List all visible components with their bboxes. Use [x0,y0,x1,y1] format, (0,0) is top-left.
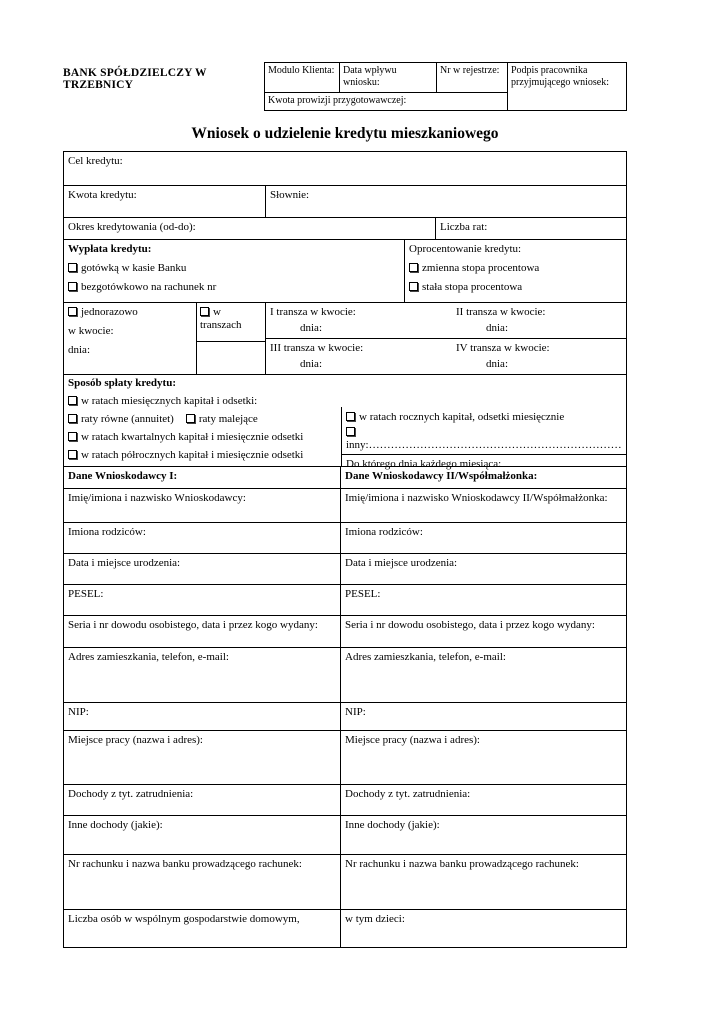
kwota-kredytu-row [64,186,626,218]
field-label: Inne dochody (jakie): [64,816,341,854]
transza-1-label: I transza w kwocie: [270,306,356,318]
form-content [63,62,627,948]
checkbox-raty-kwartalne[interactable] [68,432,77,441]
loan-form [63,151,627,948]
field-label: PESEL: [345,588,381,600]
data-wplywu-cell: Data wpływu wniosku: [340,63,437,93]
field-label: Adres zamieszkania, telefon, e-mail: [345,651,506,663]
checkbox-raty-polroczne[interactable] [68,450,77,459]
okres-kredytowania-row [64,218,626,240]
splata-option-rowne-malejace [68,413,337,426]
field-label: Seria i nr dowodu osobistego, data i przez kogo wydany: [345,619,595,631]
raty-kwartalne-label: w ratach kwartalnych kapitał i miesięcznie odsetki [81,431,304,443]
field-label: Miejsce pracy (nazwa i adres): [345,734,480,746]
sposob-splaty-title: Sposób spłaty kredytu: [68,377,176,389]
field-label: NIP: [345,706,366,718]
zmienna-stopa-label: zmienna stopa procentowa [422,262,540,274]
w-kwocie-label: w kwocie: [68,325,114,337]
raty-roczne-label: w ratach rocznych kapitał, odsetki miesięcznie [359,411,565,423]
raty-polroczne-label: w ratach półrocznych kapitał i miesięcznie odsetki [81,449,304,461]
oprocentowanie-option-zmienna [409,262,622,275]
field-label: Adres zamieszkania, telefon, e-mail: [64,648,341,702]
kwota-kredytu-label: Kwota kredytu: [64,186,266,217]
applicant-field-row [64,585,626,616]
applicant-field-row [64,731,626,785]
field-label: Imię/imiona i nazwisko Wnioskodawcy: [64,489,341,522]
jednorazowo-label: jednorazowo [81,306,138,318]
kwota-prowizji-cell: Kwota prowizji przygotowawczej: [265,93,508,111]
cel-kredytu-label: Cel kredytu: [68,155,123,167]
wyplata-option-gotowka [68,262,400,275]
checkbox-zmienna-stopa[interactable] [409,263,418,272]
raty-miesieczne-label: w ratach miesięcznych kapitał i odsetki: [81,395,258,407]
wyplata-title: Wypłata kredytu: [68,243,152,255]
field-label: Miejsce pracy (nazwa i adres): [64,731,341,784]
applicant-field-row [64,554,626,585]
slownie-label: Słownie: [270,189,310,201]
nr-rejestrze-cell: Nr w rejestrze: [437,63,508,93]
document-header [63,62,627,111]
wyplata-section [64,240,405,302]
applicant-field-row [64,489,626,523]
checkbox-stala-stopa[interactable] [409,282,418,291]
checkbox-raty-malejace[interactable] [186,414,195,423]
field-label: Liczba osób w wspólnym gospodarstwie domowym, [64,910,341,947]
field-label: NIP: [64,703,341,730]
w-transzach-label: w transzach [200,306,242,331]
checkbox-gotowka-w-kasie[interactable] [68,263,77,272]
applicant-field-row [64,785,626,816]
field-label: Inne dochody (jakie): [345,819,440,831]
liczba-rat-label: Liczba rat: [440,221,488,233]
stala-stopa-label: stała stopa procentowa [422,281,523,293]
applicant-field-row [64,855,626,910]
transza-4-label: IV transza w kwocie: [456,342,550,354]
field-label: Imiona rodziców: [64,523,341,553]
field-label: Dochody z tyt. zatrudnienia: [64,785,341,815]
do-ktorego-dnia-label: Do którego dnia każdego miesiąca: [342,454,626,474]
raty-rowne-label: raty równe (annuitet) [81,413,174,425]
applicant-field-row [64,616,626,648]
splata-option-polroczne [68,449,337,462]
checkbox-jednorazowo[interactable] [68,307,77,316]
oprocentowanie-title: Oprocentowanie kredytu: [409,243,522,255]
form-title: Wniosek o udzielenie kredytu mieszkaniowego [191,125,499,142]
transze-row-1 [266,303,626,339]
oprocentowanie-section [405,240,626,302]
dnia-label: dnia: [68,344,90,356]
transze-row [64,303,626,375]
wyplata-option-bezgotowkowo [68,281,400,294]
transza-2-label: II transza w kwocie: [456,306,546,318]
cel-kredytu-row [64,152,626,186]
applicant-field-row [64,816,626,855]
field-label: Data i miejsce urodzenia: [345,557,458,569]
bank-name: BANK SPÓŁDZIELCZY W TRZEBNICY [63,67,207,91]
field-label: Imiona rodziców: [345,526,423,538]
wyplata-oprocentowanie-row [64,240,626,303]
checkbox-raty-rowne[interactable] [68,414,77,423]
checkbox-inny[interactable] [346,427,355,436]
transza-3-cell [266,339,446,374]
applicant-field-row [64,910,626,947]
transze-grid [266,303,626,374]
w-transzach-section [197,303,266,374]
dnia-label: dnia: [486,322,508,334]
dane-wnioskodawcy-2-header: Dane Wnioskodawcy II/Współmałżonka: [345,470,538,482]
transza-4-cell [446,339,626,374]
checkbox-raty-roczne[interactable] [346,412,355,421]
header-table [264,62,627,111]
field-label: Seria i nr dowodu osobistego, data i przez kogo wydany: [64,616,341,647]
transza-3-label: III transza w kwocie: [270,342,364,354]
checkbox-bezgotowkowo[interactable] [68,282,77,291]
applicant-field-row [64,523,626,554]
dnia-label: dnia: [300,358,322,370]
applicant-field-row [64,648,626,703]
splata-option-roczne [342,407,626,426]
dnia-label: dnia: [300,322,322,334]
field-label: w tym dzieci: [345,913,405,925]
splata-option-inny [342,426,626,454]
raty-malejace-label: raty malejące [198,413,258,425]
dnia-label: dnia: [486,358,508,370]
w-transzach-option [197,303,265,342]
field-label: Nr rachunku i nazwa banku prowadzącego rachunek: [345,858,579,870]
applicant-field-row [64,703,626,731]
jednorazowo-option [68,306,192,319]
podpis-pracownika-cell: Podpis pracownika przyjmującego wniosek: [508,63,627,111]
sposob-splaty-row [64,375,626,470]
modulo-klienta-cell: Modulo Klienta: [265,63,340,93]
field-label: Imię/imiona i nazwisko Wnioskodawcy II/Współmałżonka: [345,492,608,504]
splata-option-miesieczne [68,395,337,408]
checkbox-w-transzach[interactable] [200,307,209,316]
splata-option-kwartalne [68,431,337,444]
okres-kredytowania-label: Okres kredytowania (od-do): [64,218,436,239]
jednorazowo-section [64,303,197,374]
checkbox-raty-miesieczne[interactable] [68,396,77,405]
field-label: Nr rachunku i nazwa banku prowadzącego rachunek: [64,855,341,909]
transza-1-cell [266,303,446,338]
bezgotowkowo-label: bezgotówkowo na rachunek nr [81,281,217,293]
transza-2-cell [446,303,626,338]
field-label: Dochody z tyt. zatrudnienia: [345,788,471,800]
sposob-splaty-right-section [341,407,626,470]
dane-wnioskodawcy-1-header: Dane Wnioskodawcy I: [64,467,341,488]
gotowka-label: gotówką w kasie Banku [81,262,187,274]
field-label: Data i miejsce urodzenia: [64,554,341,584]
transze-row-2 [266,339,626,374]
inny-label: inny:…………………………………………………………… [346,439,622,451]
oprocentowanie-option-stala [409,281,622,294]
field-label: PESEL: [64,585,341,615]
sposob-splaty-section [64,375,341,466]
